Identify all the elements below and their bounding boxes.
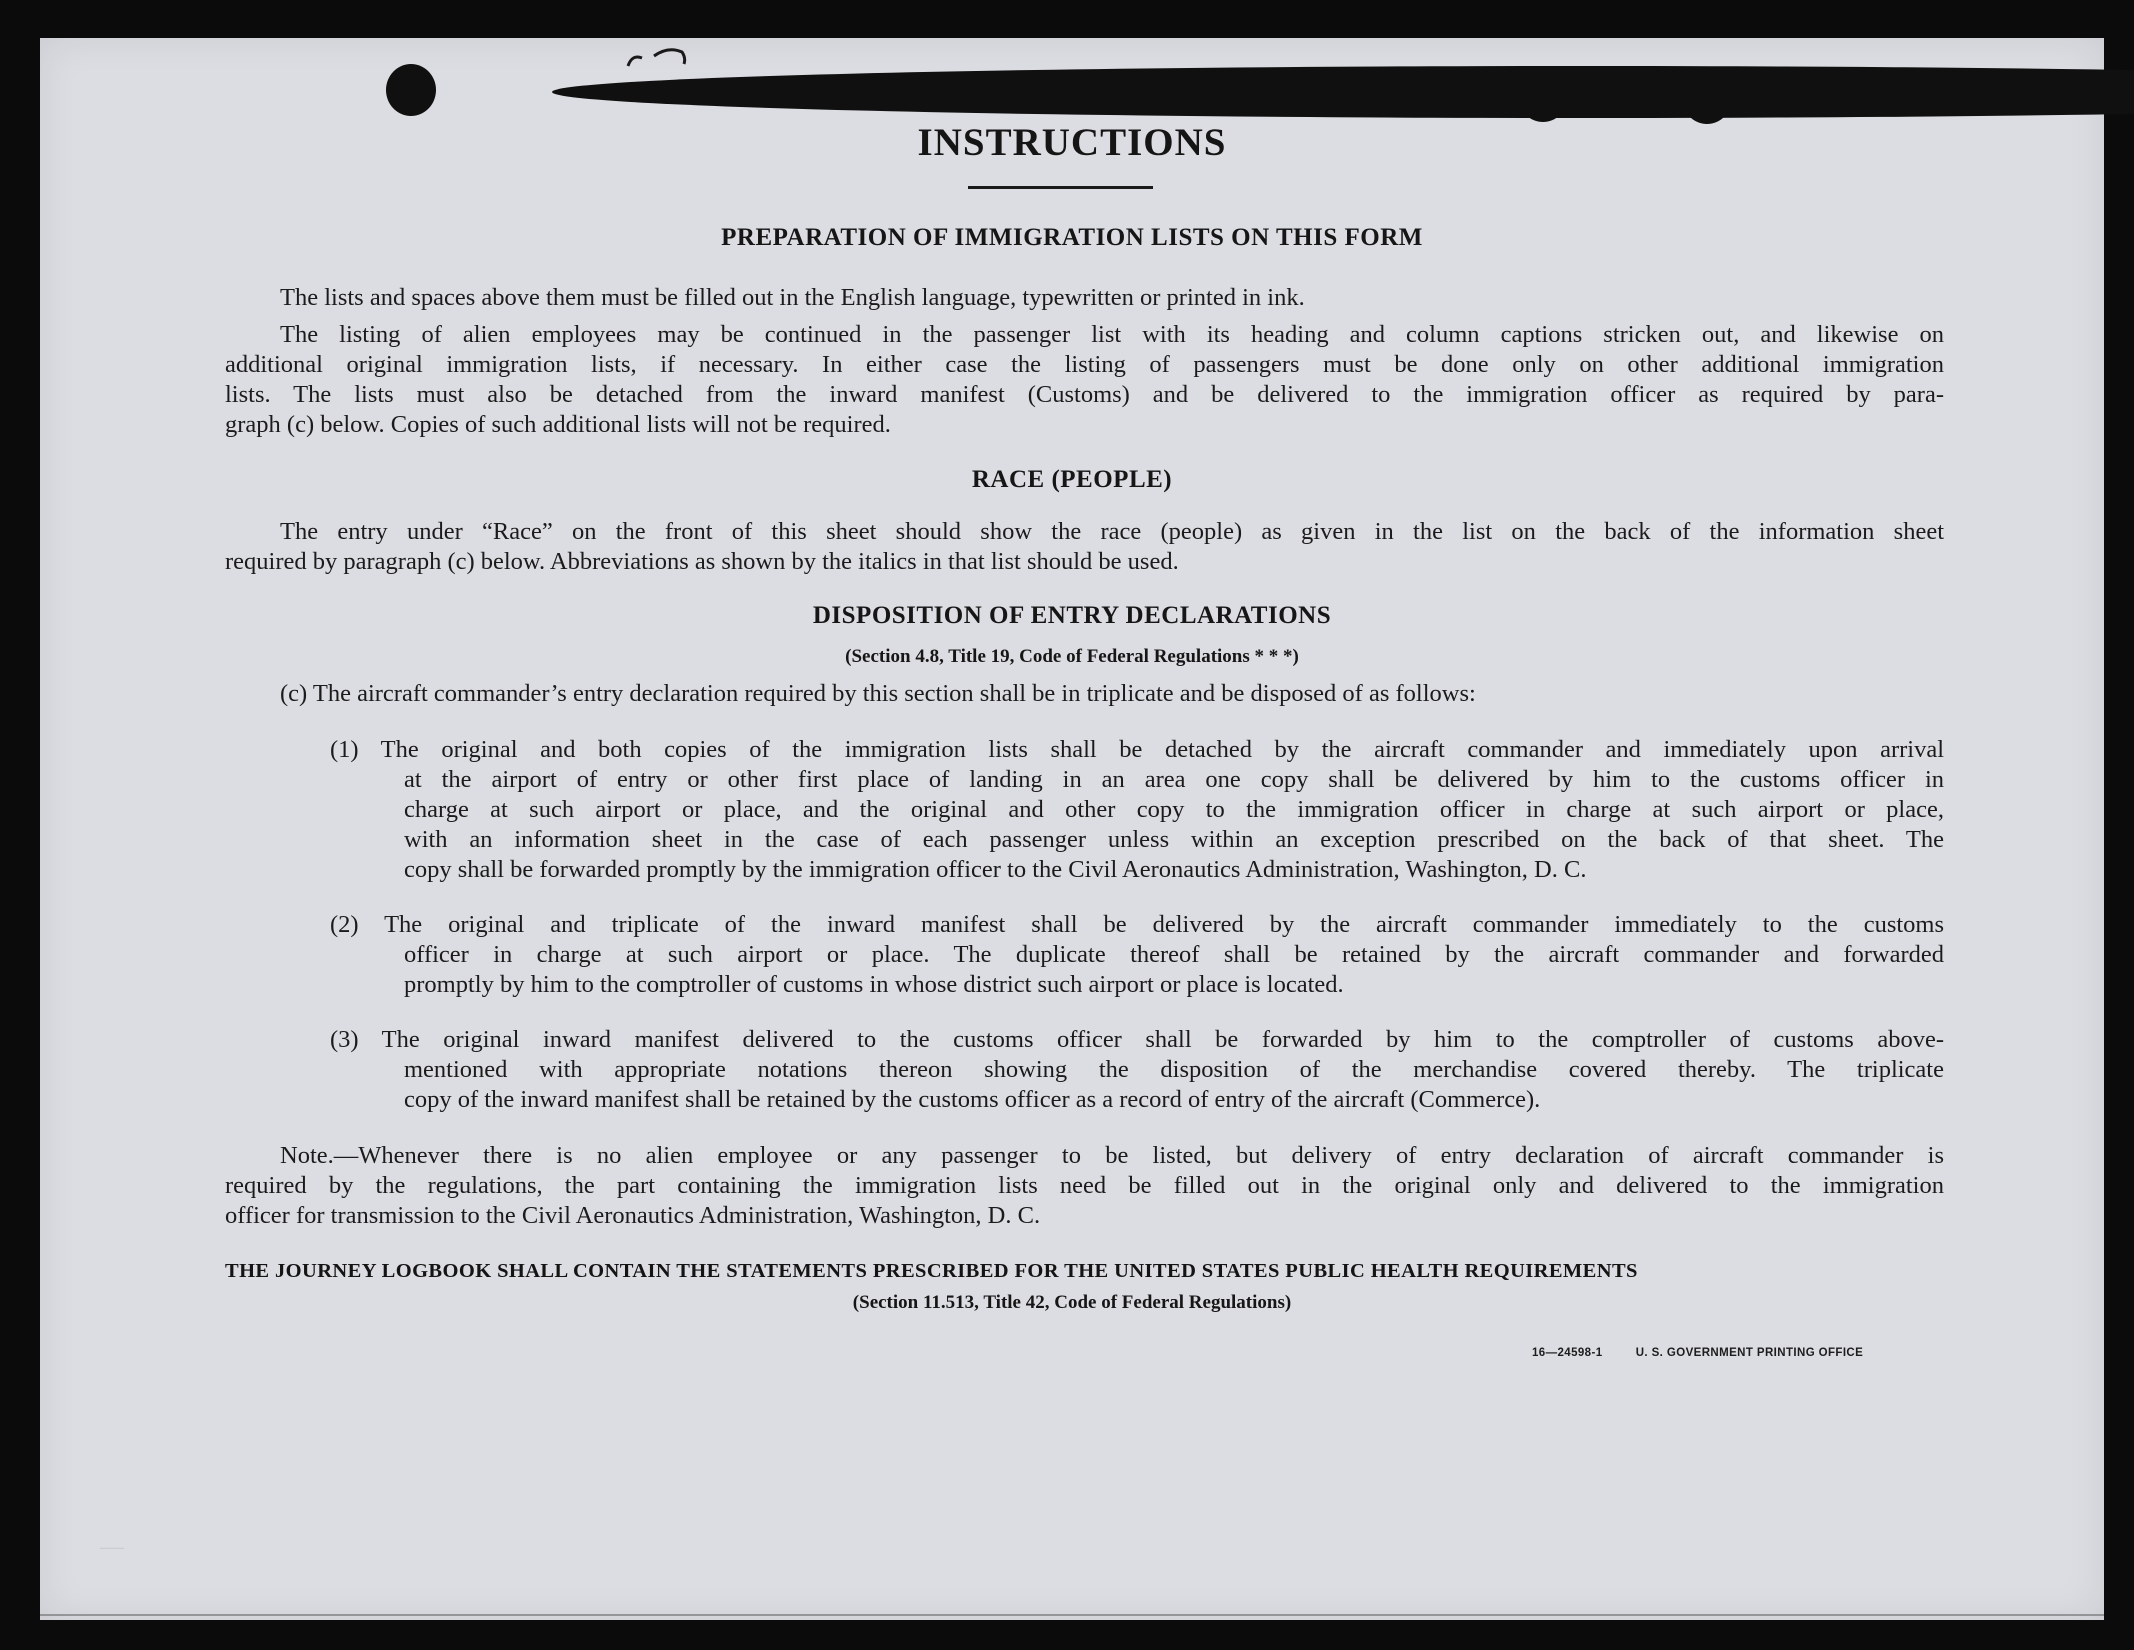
form-code: 16—24598-1 xyxy=(1532,1347,1603,1359)
list-item-3-line: copy of the inward manifest shall be retained by the customs officer as a record of entry of the aircraft (Commerce). xyxy=(404,1086,1541,1113)
page-title: INSTRUCTIONS xyxy=(917,121,1227,164)
paragraph-line: The listing of alien employees may be continued in the passenger list with its heading and column captions stricken out, and likewise on xyxy=(280,321,1944,348)
list-item-1-line: at the airport of entry or other first place of landing in an area one copy shall be delivered by him to the customs officer in xyxy=(404,766,1944,793)
paragraph-line: The entry under “Race” on the front of this sheet should show the race (people) as given in the list on the back of the information sheet xyxy=(280,518,1944,545)
punch-hole xyxy=(386,64,436,116)
note-line: Note.—Whenever there is no alien employee or any passenger to be listed, but delivery of entry declaration of aircraft commander is xyxy=(280,1142,1944,1169)
list-item-1-line: charge at such airport or place, and the original and other copy to the immigration officer in charge at such airport or place, xyxy=(404,796,1944,823)
list-item-2-line: officer in charge at such airport or place. The duplicate thereof shall be retained by the aircraft commander and forwarded xyxy=(404,941,1944,968)
bleed-through-text: — xyxy=(100,1534,124,1560)
note-line: required by the regulations, the part containing the immigration lists need be filled out in the original only and delivered to the immigration xyxy=(225,1172,1944,1199)
punch-hole xyxy=(1518,70,1568,122)
title-rule xyxy=(968,186,1153,189)
list-item-3-line: mentioned with appropriate notations thereon showing the disposition of the merchandise covered thereby. The triplicate xyxy=(404,1056,1944,1083)
health-citation: (Section 11.513, Title 42, Code of Federal Regulations) xyxy=(852,1292,1292,1313)
punch-hole xyxy=(552,66,2134,118)
sheet-edge xyxy=(40,1614,2104,1616)
section-heading-race: RACE (PEOPLE) xyxy=(971,466,1173,493)
paragraph-line: (c) The aircraft commander’s entry declaration required by this section shall be in triplicate and be disposed of as follows: xyxy=(280,680,1476,707)
pen-mark xyxy=(624,44,704,74)
document-sheet xyxy=(40,38,2104,1620)
paragraph-line: required by paragraph (c) below. Abbreviations as shown by the italics in that list should be used. xyxy=(225,548,1179,575)
paragraph-line: lists. The lists must also be detached from the inward manifest (Customs) and be delivered to the immigration officer as required by para- xyxy=(225,381,1944,408)
section-heading-preparation: PREPARATION OF IMMIGRATION LISTS ON THIS FORM xyxy=(721,224,1423,251)
list-item-1-line: (1) The original and both copies of the immigration lists shall be detached by the aircraft commander and immediately upon arrival xyxy=(330,736,1944,763)
paragraph-line: graph (c) below. Copies of such additional lists will not be required. xyxy=(225,411,891,438)
section-citation: (Section 4.8, Title 19, Code of Federal Regulations * * *) xyxy=(845,646,1299,667)
list-item-1-line: with an information sheet in the case of each passenger unless within an exception prescribed on the back of that sheet. The xyxy=(404,826,1944,853)
list-item-3-line: (3) The original inward manifest delivered to the customs officer shall be forwarded by him to the comptroller of customs above- xyxy=(330,1026,1944,1053)
list-item-1-line: copy shall be forwarded promptly by the immigration officer to the Civil Aeronautics Administration, Washington, D. C. xyxy=(404,856,1587,883)
health-requirement-line: THE JOURNEY LOGBOOK SHALL CONTAIN THE STATEMENTS PRESCRIBED FOR THE UNITED STATES PUBLIC HEALTH REQUIREMENTS xyxy=(225,1260,1638,1282)
note-line: officer for transmission to the Civil Aeronautics Administration, Washington, D. C. xyxy=(225,1202,1041,1229)
punch-hole xyxy=(1682,72,1732,124)
paragraph-line: The lists and spaces above them must be filled out in the English language, typewritten or printed in ink. xyxy=(280,284,1305,311)
printing-footer xyxy=(1532,1347,1863,1359)
list-item-2-line: promptly by him to the comptroller of customs in whose district such airport or place is located. xyxy=(404,971,1344,998)
section-heading-disposition: DISPOSITION OF ENTRY DECLARATIONS xyxy=(812,602,1332,629)
paragraph-line: additional original immigration lists, if necessary. In either case the listing of passengers must be done only on other additional immigration xyxy=(225,351,1944,378)
printer-name: U. S. GOVERNMENT PRINTING OFFICE xyxy=(1635,1347,1864,1359)
list-item-2-line: (2) The original and triplicate of the inward manifest shall be delivered by the aircraft commander immediately to the customs xyxy=(330,911,1944,938)
